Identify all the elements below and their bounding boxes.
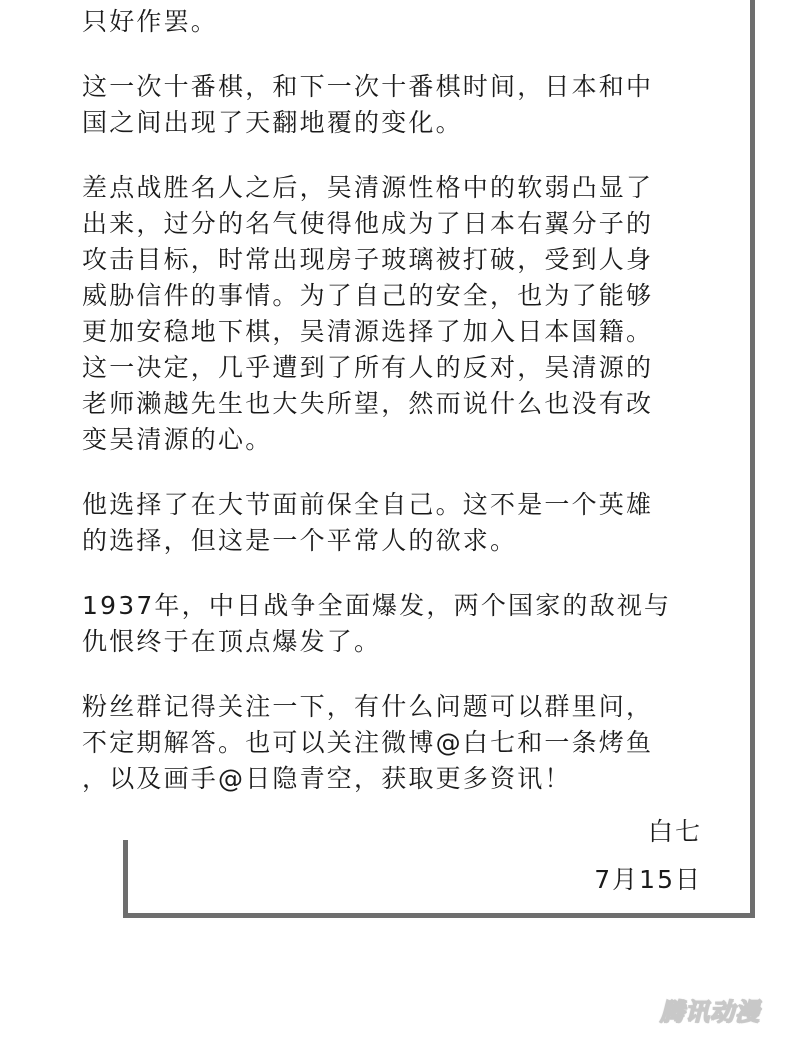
text-line: 这一决定，几乎遭到了所有人的反对，吴清源的 bbox=[82, 353, 654, 382]
paragraph-1 bbox=[82, 4, 742, 40]
article-body bbox=[82, 4, 742, 826]
text-line: 仇恨终于在顶点爆发了。 bbox=[82, 627, 382, 656]
text-line: 只好作罢。 bbox=[82, 7, 219, 36]
text-line: 粉丝群记得关注一下，有什么问题可以群里问， bbox=[82, 692, 654, 721]
text-line: 1937年，中日战争全面爆发，两个国家的敌视与 bbox=[82, 591, 672, 620]
frame-left-border bbox=[123, 840, 128, 918]
text-line: 这一次十番棋，和下一次十番棋时间，日本和中 bbox=[82, 72, 654, 101]
paragraph-6 bbox=[82, 689, 742, 797]
text-line: 变吴清源的心。 bbox=[82, 425, 273, 454]
text-line: 威胁信件的事情。为了自己的安全，也为了能够 bbox=[82, 281, 654, 310]
text-line: 老师濑越先生也大失所望，然而说什么也没有改 bbox=[82, 389, 654, 418]
paragraph-3 bbox=[82, 170, 742, 458]
watermark-logo: 腾讯动漫 bbox=[660, 997, 760, 1026]
text-line: 国之间出现了天翻地覆的变化。 bbox=[82, 108, 463, 137]
signature-block bbox=[594, 808, 702, 904]
text-line: 更加安稳地下棋，吴清源选择了加入日本国籍。 bbox=[82, 317, 654, 346]
paragraph-5 bbox=[82, 588, 742, 660]
frame-bottom-border bbox=[123, 913, 755, 918]
text-line: 攻击目标，时常出现房子玻璃被打破，受到人身 bbox=[82, 245, 654, 274]
text-line: 出来，过分的名气使得他成为了日本右翼分子的 bbox=[82, 209, 654, 238]
post-date: 7月15日 bbox=[594, 865, 702, 894]
text-line: ，以及画手@日隐青空，获取更多资讯！ bbox=[82, 764, 572, 793]
text-line: 的选择，但这是一个平常人的欲求。 bbox=[82, 526, 518, 555]
text-line: 他选择了在大节面前保全自己。这不是一个英雄 bbox=[82, 490, 654, 519]
author-name: 白七 bbox=[647, 817, 702, 846]
frame-right-border bbox=[750, 0, 755, 918]
text-line: 不定期解答。也可以关注微博@白七和一条烤鱼 bbox=[82, 728, 654, 757]
text-line: 差点战胜名人之后，吴清源性格中的软弱凸显了 bbox=[82, 173, 654, 202]
paragraph-2 bbox=[82, 69, 742, 141]
paragraph-4 bbox=[82, 487, 742, 559]
